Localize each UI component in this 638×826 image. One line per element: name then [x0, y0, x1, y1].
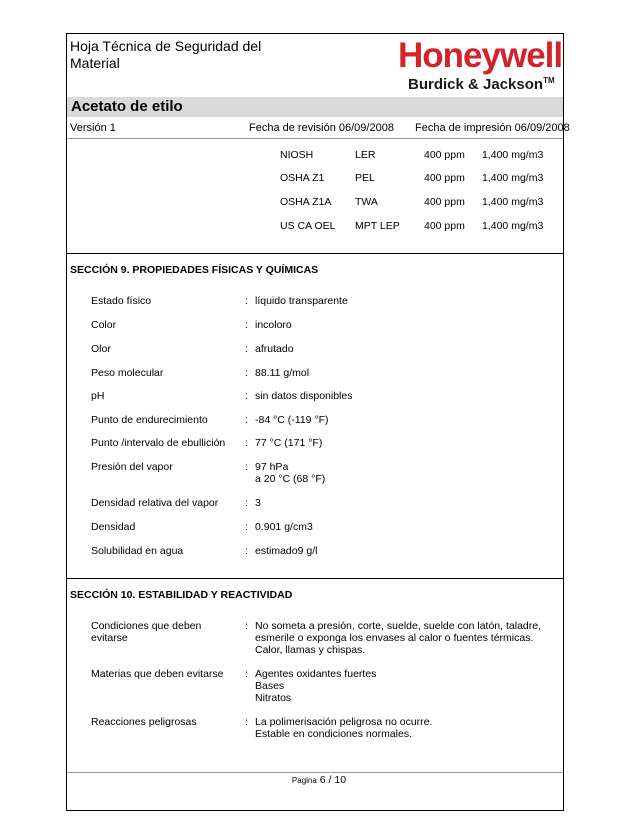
- table-cell: 400 ppm: [424, 220, 465, 232]
- property-label: Densidad relativa del vapor: [91, 497, 219, 509]
- page-word: Pagina: [291, 776, 317, 785]
- table-cell: 1,400 mg/m3: [482, 196, 544, 208]
- print-date: Fecha de impresión 06/09/2008: [415, 122, 570, 134]
- property-label: Peso molecular: [91, 367, 164, 379]
- logo-main-text: Honeywell: [398, 36, 563, 75]
- property-label: Color: [91, 319, 117, 331]
- table-cell: OSHA Z1: [280, 172, 325, 184]
- property-label: Punto de endurecimiento: [91, 414, 208, 426]
- property-value-line: Bases: [255, 680, 285, 692]
- property-value-line: Estable en condiciones normales.: [255, 728, 413, 740]
- property-value: 3: [255, 497, 261, 509]
- colon: :: [245, 668, 248, 680]
- property-value-line: Nitratos: [255, 692, 292, 704]
- property-value: estimado9 g/l: [255, 545, 318, 557]
- colon: :: [245, 414, 248, 426]
- colon: :: [245, 437, 248, 449]
- colon: :: [245, 390, 248, 402]
- colon: :: [245, 521, 248, 533]
- property-value: 88.11 g/mol: [255, 367, 310, 379]
- property-label: Estado físico: [91, 295, 152, 307]
- property-label: Reacciones peligrosas: [91, 716, 197, 728]
- page-total: 10: [334, 774, 347, 786]
- product-name: Acetato de etilo: [71, 98, 183, 115]
- table-cell: 400 ppm: [424, 149, 465, 161]
- header-divider: [67, 138, 563, 139]
- property-value-line: 97 hPa: [255, 461, 289, 473]
- honeywell-logo: [398, 36, 563, 98]
- table-cell: LER: [355, 149, 376, 161]
- table-cell: OSHA Z1A: [280, 196, 332, 208]
- property-value: -84 °C (-119 °F): [255, 414, 329, 426]
- colon: :: [245, 319, 248, 331]
- table-cell: US CA OEL: [280, 220, 336, 232]
- property-label: [91, 620, 241, 644]
- table-cell: PEL: [355, 172, 375, 184]
- property-value-line: Agentes oxidantes fuertes: [255, 668, 377, 680]
- revision-date: Fecha de revisión 06/09/2008: [249, 122, 394, 134]
- property-label: pH: [91, 390, 105, 402]
- property-value: afrutado: [255, 343, 294, 355]
- table-cell: 400 ppm: [424, 172, 465, 184]
- colon: :: [245, 343, 248, 355]
- property-value: [255, 668, 560, 704]
- property-value: líquido transparente: [255, 295, 348, 307]
- property-label: Densidad: [91, 521, 136, 533]
- colon: :: [245, 367, 248, 379]
- property-value: 0.901 g/cm3: [255, 521, 313, 533]
- property-label-line: Condiciones que deben: [91, 620, 202, 632]
- property-value: [255, 461, 560, 485]
- page-current: 6: [319, 774, 326, 786]
- section-divider: [67, 253, 563, 254]
- colon: :: [245, 461, 248, 473]
- table-cell: MPT LEP: [355, 220, 400, 232]
- property-value: 77 °C (171 °F): [255, 437, 323, 449]
- property-label: Solubilidad en agua: [91, 545, 184, 557]
- table-cell: 400 ppm: [424, 196, 465, 208]
- document-title: Hoja Técnica de Seguridad del Material: [70, 38, 262, 71]
- page-separator: /: [328, 774, 332, 786]
- property-label: Materias que deben evitarse: [91, 668, 224, 680]
- property-label: Punto /intervalo de ebullición: [91, 437, 226, 449]
- property-label: Presión del vapor: [91, 461, 173, 473]
- property-value-line: esmerile o exponga los envases al calor o fuentes térmicas.: [255, 632, 534, 644]
- section-9-title: SECCIÓN 9. PROPIEDADES FÍSICAS Y QUÍMICAS: [70, 264, 319, 276]
- table-cell: TWA: [355, 196, 378, 208]
- colon: :: [245, 545, 248, 557]
- product-bar: [67, 97, 563, 117]
- table-cell: 1,400 mg/m3: [482, 172, 544, 184]
- table-cell: 1,400 mg/m3: [482, 220, 544, 232]
- property-value: sin datos disponibles: [255, 390, 353, 402]
- property-value-line: a 20 °C (68 °F): [255, 473, 326, 485]
- property-value: incoloro: [255, 319, 292, 331]
- logo-sub-name: Burdick & Jackson: [408, 76, 544, 93]
- section-10-title: SECCIÓN 10. ESTABILIDAD Y REACTIVIDAD: [70, 589, 293, 601]
- property-label-line: evitarse: [91, 632, 128, 644]
- property-value-line: Calor, llamas y chispas.: [255, 644, 366, 656]
- section-divider: [67, 578, 563, 579]
- version: Versión 1: [70, 122, 116, 134]
- table-cell: NIOSH: [280, 149, 314, 161]
- table-cell: 1,400 mg/m3: [482, 149, 544, 161]
- property-label: Olor: [91, 343, 111, 355]
- property-value-line: No someta a presión, corte, suelde, suelde con latón, taladre,: [255, 620, 542, 632]
- colon: :: [245, 497, 248, 509]
- colon: :: [245, 716, 248, 728]
- property-value-line: La polimerisación peligrosa no ocurre.: [255, 716, 433, 728]
- property-value: [255, 620, 560, 656]
- page-number: [0, 774, 638, 786]
- footer-divider: [67, 772, 563, 773]
- logo-sub-text: [408, 76, 558, 93]
- property-value: [255, 716, 560, 740]
- colon: :: [245, 295, 248, 307]
- colon: :: [245, 620, 248, 632]
- logo-trademark: TM: [543, 76, 555, 85]
